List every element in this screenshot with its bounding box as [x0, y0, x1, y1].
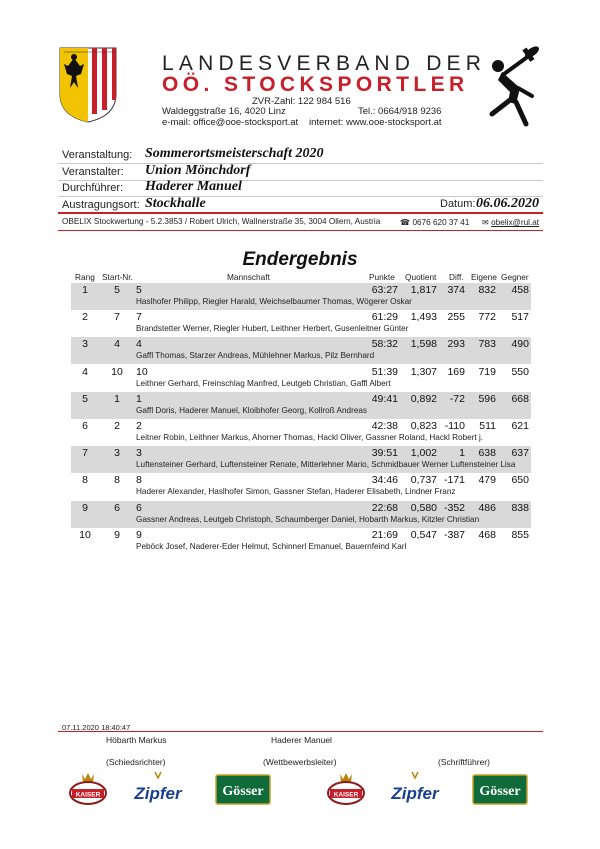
austragungsort-value: Stockhalle	[145, 196, 206, 211]
team-players: Brandstetter Werner, Riegler Hubert, Leithner Herbert, Gusenleitner Günter	[136, 324, 409, 334]
goesser-logo	[215, 770, 271, 808]
table-row	[71, 365, 531, 392]
cell-diff: -72	[449, 392, 465, 405]
team-players: Gassner Andreas, Leutgeb Christoph, Schaumberger Daniel, Hobarth Markus, Kitzler Christian	[136, 514, 480, 524]
cell-diff: 255	[447, 311, 465, 324]
cell-start: 8	[114, 474, 120, 487]
cell-punkte: 42:38	[371, 420, 398, 432]
cell-eigene: 511	[479, 420, 496, 432]
cell-start: 7	[114, 311, 120, 324]
col-header-diff: Diff.	[449, 272, 464, 282]
cell-punkte: 21:69	[371, 528, 398, 541]
cell-eigene: 468	[478, 528, 496, 541]
cell-punkte: 58:32	[371, 338, 398, 351]
cell-start: 9	[114, 528, 120, 541]
kaiser-logo-text: KAISER	[75, 791, 101, 799]
cell-gegner: 637	[511, 447, 529, 460]
goesser-logo	[472, 770, 528, 808]
cell-diff: -352	[443, 501, 465, 514]
datum-label: Datum:	[440, 198, 476, 210]
col-header-rang: Rang	[75, 272, 95, 282]
cell-diff: 293	[447, 338, 465, 351]
cell-eigene: 486	[478, 501, 496, 514]
cell-gegner: 458	[511, 284, 529, 296]
cell-team: 2	[136, 420, 142, 432]
divider	[58, 180, 543, 181]
cell-punkte: 34:46	[371, 474, 398, 487]
federation-address: Waldeggstraße 16, 4020 Linz	[162, 106, 286, 117]
cell-team: 1	[136, 392, 142, 405]
mail-icon: ✉	[482, 218, 489, 227]
team-players: Haslhofer Philipp, Riegler Harald, Weichselbaumer Thomas, Wögerer Oskar	[136, 297, 412, 306]
table-row	[71, 501, 531, 528]
cell-team: 8	[136, 474, 142, 487]
table-row	[71, 392, 531, 419]
federation-email: e-mail: office@ooe-stocksport.at	[162, 117, 299, 128]
obelix-info: OBELIX Stockwertung - 5.2.3853 / Robert Ulrich, Wallnerstraße 35, 3004 Ollern, Austria	[62, 217, 381, 226]
cell-start: 1	[114, 392, 120, 405]
schiedsrichter-role: (Schiedsrichter)	[106, 757, 166, 767]
federation-website: internet: www.ooe-stocksport.at	[309, 117, 442, 128]
federation-name-line1: LANDESVERBAND DER	[162, 52, 487, 75]
cell-gegner: 490	[511, 338, 529, 351]
kaiser-logo-text: KAISER	[333, 791, 359, 799]
col-header-eigene: Eigene	[471, 272, 497, 282]
cell-diff: -171	[443, 474, 465, 487]
cell-start: 3	[114, 447, 120, 460]
page-title: Endergebnis	[242, 249, 358, 270]
goesser-logo-text: Gösser	[222, 784, 264, 799]
cell-diff: 1	[459, 447, 465, 460]
team-players: Peböck Josef, Naderer-Eder Helmut, Schinnerl Emanuel, Bauernfeind Karl	[136, 541, 407, 551]
cell-eigene: 719	[478, 365, 496, 378]
cell-quotient: 0,547	[410, 528, 437, 541]
cell-rang: 2	[82, 311, 88, 324]
durchfuehrer-value: Haderer Manuel	[145, 179, 242, 194]
cell-eigene: 772	[478, 311, 496, 324]
cell-gegner: 650	[511, 474, 529, 487]
goesser-logo-text: Gösser	[479, 784, 521, 799]
team-players: Leitner Robin, Leithner Markus, Ahorner Thomas, Hackl Oliver, Gassner Roland, Hackl Robert j.	[136, 433, 484, 442]
col-header-gegner: Gegner	[501, 272, 529, 282]
cell-rang: 8	[82, 474, 88, 487]
cell-eigene: 638	[478, 447, 496, 460]
team-players: Luftensteiner Gerhard, Luftensteiner Renate, Mitterlehner Mario, Schmidbauer Werner Luftensteiner Lisa	[136, 460, 516, 470]
red-divider	[58, 230, 543, 231]
team-players: Gaffl Doris, Haderer Manuel, Kloibhofer Georg, Kollroß Andreas	[136, 405, 368, 415]
obelix-email-link[interactable]: obelix@rul.at	[491, 218, 540, 227]
veranstaltung-value: Sommerortsmeisterschaft 2020	[145, 146, 324, 161]
col-header-punkte: Punkte	[369, 272, 395, 282]
veranstalter-value: Union Mönchdorf	[145, 163, 251, 178]
durchfuehrer-label: Durchführer:	[62, 182, 124, 194]
wettbewerbsleiter-name: Haderer Manuel	[271, 735, 332, 745]
obelix-phone-number: 0676 620 37 41	[412, 218, 470, 227]
cell-team: 9	[136, 528, 142, 541]
cell-gegner: 668	[511, 392, 529, 405]
schiedsrichter-name: Höbarth Markus	[106, 735, 167, 745]
cell-quotient: 1,002	[410, 447, 437, 460]
cell-punkte: 51:39	[371, 365, 398, 378]
cell-team: 5	[136, 284, 142, 296]
kaiser-logo	[68, 770, 108, 808]
cell-start: 2	[114, 420, 120, 432]
federation-phone: Tel.: 0664/918 9236	[358, 106, 442, 117]
divider	[58, 196, 543, 197]
cell-punkte: 22:68	[371, 501, 398, 514]
phone-icon: ☎	[400, 218, 411, 227]
cell-quotient: 0,892	[410, 392, 437, 405]
cell-punkte: 39:51	[371, 447, 398, 460]
team-players: Gaffl Thomas, Starzer Andreas, Mühlehner Markus, Pilz Bernhard	[136, 351, 375, 361]
table-row	[71, 473, 531, 500]
table-row	[71, 446, 531, 473]
cell-diff: -110	[444, 420, 465, 432]
cell-diff: 169	[447, 365, 465, 378]
table-row	[71, 419, 531, 446]
cell-punkte: 61:29	[371, 311, 398, 324]
print-timestamp: 07.11.2020 18:40:47	[62, 723, 131, 732]
cell-start: 10	[111, 365, 123, 378]
austragungsort-label: Austragungsort:	[62, 199, 140, 211]
table-row	[71, 283, 531, 310]
cell-gegner: 838	[511, 501, 529, 514]
cell-eigene: 479	[478, 474, 496, 487]
zipfer-logo-text: Zipfer	[134, 784, 182, 803]
table-row	[71, 528, 531, 555]
col-header-team: Mannschaft	[227, 272, 270, 282]
cell-rang: 1	[82, 284, 88, 296]
upper-austria-crest-icon	[58, 46, 118, 124]
cell-start: 5	[114, 284, 120, 296]
col-header-quotient: Quotient	[405, 272, 437, 282]
team-players: Leithner Gerhard, Freinschlag Manfred, Leutgeb Christian, Gaffl Albert	[136, 378, 391, 388]
cell-rang: 10	[79, 528, 91, 541]
cell-gegner: 517	[511, 311, 529, 324]
cell-eigene: 832	[478, 284, 496, 296]
cell-rang: 3	[82, 338, 88, 351]
cell-punkte: 49:41	[371, 392, 398, 405]
cell-gegner: 621	[511, 420, 529, 432]
col-header-start: Start-Nr.	[102, 272, 133, 282]
veranstalter-label: Veranstalter:	[62, 166, 124, 178]
cell-diff: -387	[443, 528, 465, 541]
red-divider	[58, 212, 543, 214]
zipfer-logo-text: Zipfer	[391, 784, 439, 803]
cell-eigene: 596	[478, 392, 496, 405]
cell-rang: 6	[82, 420, 88, 432]
cell-rang: 9	[82, 501, 88, 514]
cell-quotient: 0,580	[410, 501, 437, 514]
stock-player-icon	[482, 44, 544, 128]
cell-eigene: 783	[478, 338, 496, 351]
cell-gegner: 855	[511, 528, 529, 541]
datum-value: 06.06.2020	[476, 196, 539, 211]
cell-rang: 7	[82, 447, 88, 460]
cell-quotient: 1,493	[410, 311, 437, 324]
cell-diff: 374	[447, 284, 465, 296]
zvr-number: ZVR-Zahl: 122 984 516	[252, 96, 351, 107]
schriftfuehrer-role: (Schriftführer)	[438, 757, 490, 767]
team-players: Haderer Alexander, Haslhofer Simon, Gassner Stefan, Haderer Elisabeth, Lindner Franz	[136, 487, 456, 497]
divider	[58, 163, 543, 164]
cell-rang: 5	[82, 392, 88, 405]
cell-quotient: 1,598	[410, 338, 437, 351]
cell-start: 6	[114, 501, 120, 514]
cell-quotient: 1,817	[410, 284, 437, 296]
federation-name-line2: OÖ. STOCKSPORTLER	[162, 73, 469, 96]
cell-start: 4	[114, 338, 120, 351]
zipfer-logo	[131, 770, 185, 808]
cell-punkte: 63:27	[371, 284, 398, 296]
cell-gegner: 550	[511, 365, 529, 378]
cell-team: 4	[136, 338, 142, 351]
cell-quotient: 0,823	[410, 420, 437, 432]
wettbewerbsleiter-role: (Wettbewerbsleiter)	[263, 757, 337, 767]
footer-divider	[58, 731, 543, 732]
cell-rang: 4	[82, 365, 88, 378]
table-row	[71, 310, 531, 337]
table-row	[71, 337, 531, 364]
zipfer-logo	[388, 770, 442, 808]
obelix-phone	[400, 217, 469, 227]
cell-quotient: 0,737	[410, 474, 437, 487]
cell-team: 7	[136, 311, 142, 324]
cell-team: 3	[136, 447, 142, 460]
veranstaltung-label: Veranstaltung:	[62, 149, 133, 161]
cell-team: 6	[136, 501, 142, 514]
cell-quotient: 1,307	[410, 365, 437, 378]
cell-team: 10	[136, 365, 148, 378]
kaiser-logo	[326, 770, 366, 808]
obelix-email	[482, 217, 539, 227]
